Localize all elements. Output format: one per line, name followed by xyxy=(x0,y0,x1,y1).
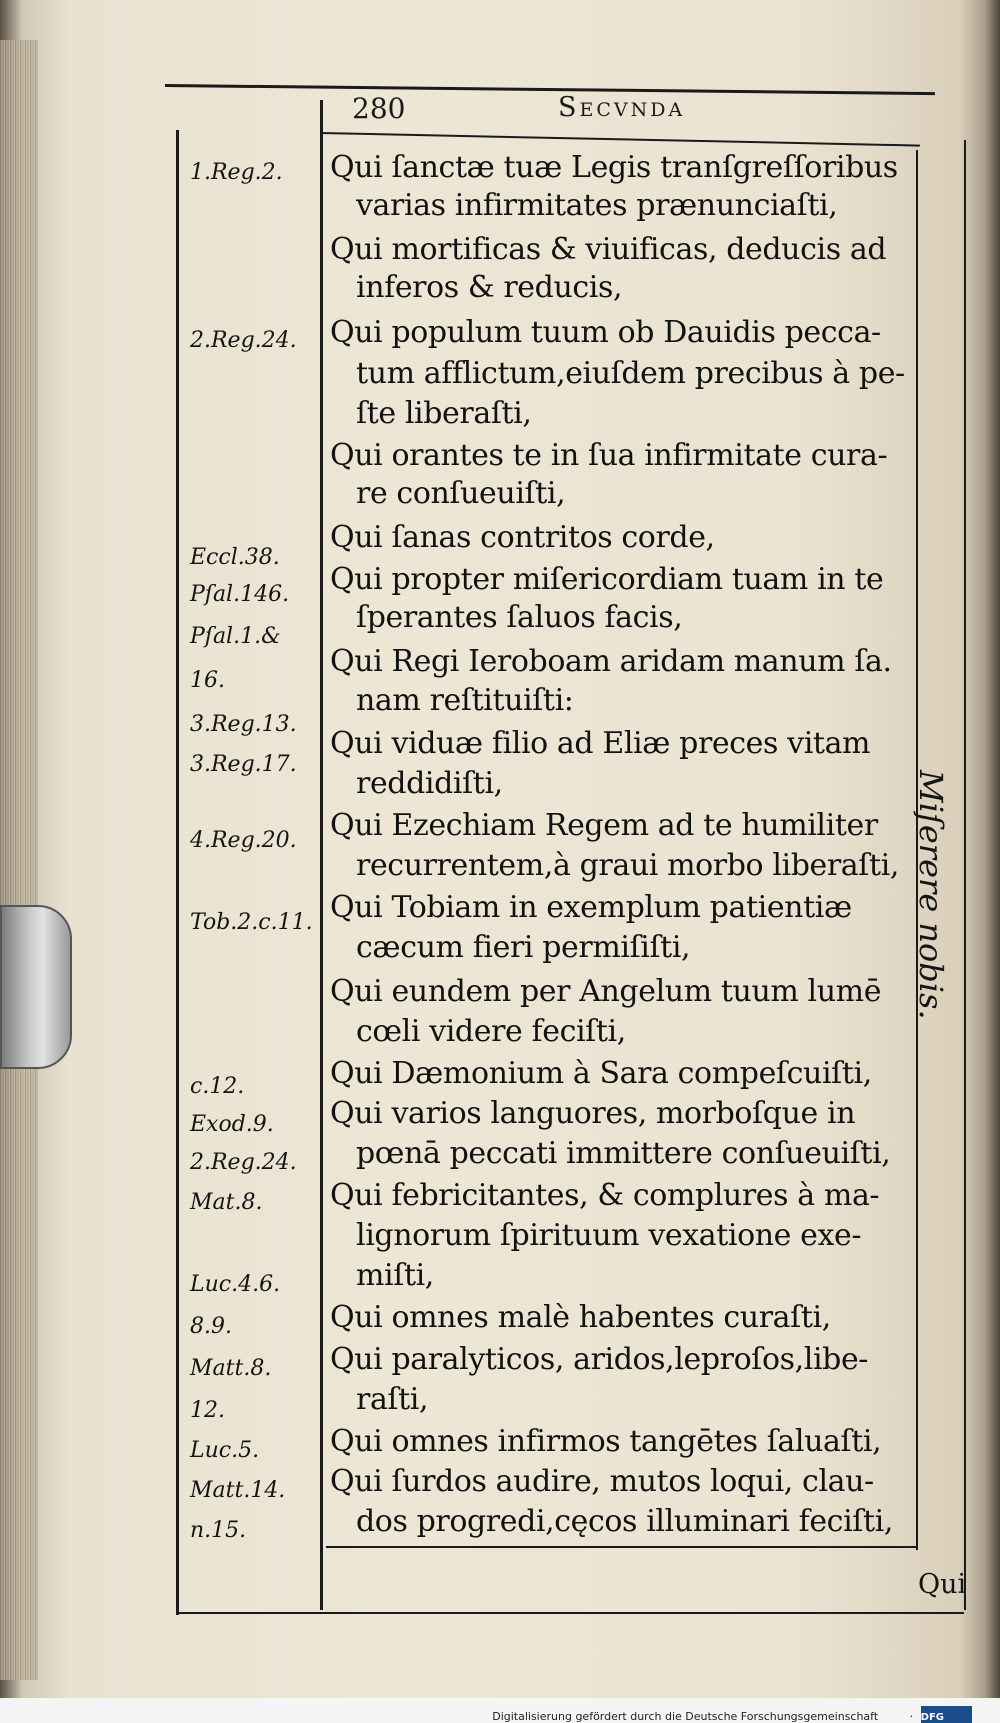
text-line: Qui Regi Ieroboam aridam manum ſa. xyxy=(330,644,892,679)
text-line: Qui Tobiam in exemplum patientiæ xyxy=(330,890,852,925)
text-line: Qui omnes infirmos tangētes ſaluaſti, xyxy=(330,1424,882,1459)
margin-ref: Mat.8. xyxy=(190,1190,263,1215)
text-line: Qui febricitantes, & complures à ma- xyxy=(330,1178,880,1213)
text-line: Qui paralyticos, aridos,leproſos,libe- xyxy=(330,1342,869,1377)
margin-ref: Matt.14. xyxy=(190,1478,286,1503)
text-line: Qui ſanctæ tuæ Legis tranſgreſſoribus xyxy=(330,150,898,185)
text-line: Qui viduæ filio ad Eliæ preces vitam xyxy=(330,726,871,761)
margin-ref: Luc.4.6. xyxy=(190,1272,281,1297)
text-line: lignorum ſpirituum vexatione exe- xyxy=(356,1218,862,1253)
margin-ref: c.12. xyxy=(190,1074,245,1099)
text-line: recurrentem,à graui morbo liberaſti, xyxy=(356,848,899,883)
margin-ref: 2.Reg.24. xyxy=(190,1150,297,1175)
margin-ref: 1.Reg.2. xyxy=(190,160,283,185)
text-line: Qui ſurdos audire, mutos loqui, clau- xyxy=(330,1464,874,1499)
margin-ref: Exod.9. xyxy=(190,1112,274,1137)
margin-ref: n.15. xyxy=(190,1518,247,1543)
text-line: nam reſtituiſti: xyxy=(356,683,574,718)
digitization-footer: Digitalisierung gefördert durch die Deutsche Forschungsgemeinschaft · DFG xyxy=(0,1698,1000,1723)
margin-ref: Matt.8. xyxy=(190,1356,272,1381)
refrain-miserere: Miſerere nobis. xyxy=(912,770,950,1020)
margin-ref: 3.Reg.17. xyxy=(190,752,297,777)
text-line: dos progredi,cęcos illuminari feciſti, xyxy=(356,1504,893,1539)
text-line: raſti, xyxy=(356,1382,429,1417)
text-line: Qui orantes te in ſua infirmitate cura- xyxy=(330,438,888,473)
text-line: cœli videre feciſti, xyxy=(356,1014,626,1049)
margin-ref: 16. xyxy=(190,668,225,693)
text-line: tum afflictum,eiuſdem precibus à pe- xyxy=(356,356,905,391)
text-line: varias infirmitates prænunciaſti, xyxy=(356,188,838,223)
text-bottom-rule xyxy=(326,1546,916,1548)
text-line: ſperantes ſaluos facis, xyxy=(356,600,683,635)
text-line: Qui varios languores, morboſque in xyxy=(330,1096,856,1131)
text-line: Qui eundem per Angelum tuum lumē xyxy=(330,974,882,1009)
margin-ref: Tob.2.c.11. xyxy=(190,910,313,935)
margin-ref: 12. xyxy=(190,1398,225,1423)
text-line: Qui propter miſericordiam tuam in te xyxy=(330,562,884,597)
text-line: reddidiſti, xyxy=(356,766,503,801)
text-line: Qui populum tuum ob Dauidis pecca- xyxy=(330,315,881,350)
text-line: cæcum fieri permiſiſti, xyxy=(356,930,691,965)
catchword: Qui xyxy=(918,1569,967,1600)
left-frame-rule xyxy=(176,130,179,1615)
text-line: Qui mortificas & viuificas, deducis ad xyxy=(330,232,887,267)
bottom-rule xyxy=(178,1612,964,1614)
page-edges xyxy=(0,40,38,1680)
text-line: inferos & reducis, xyxy=(356,270,623,305)
text-line: Qui Ezechiam Regem ad te humiliter xyxy=(330,808,878,843)
margin-ref: 3.Reg.13. xyxy=(190,712,297,737)
right-frame-rule xyxy=(964,140,966,1610)
running-head: Secvnda xyxy=(558,92,686,123)
text-line: pœnā peccati immittere conſueuiſti, xyxy=(356,1136,891,1171)
margin-ref: Pſal.1.& xyxy=(190,624,281,649)
column-rule xyxy=(320,100,323,1610)
dfg-logo-icon: DFG xyxy=(921,1706,972,1723)
margin-ref: Pſal.146. xyxy=(190,582,290,607)
margin-ref: 4.Reg.20. xyxy=(190,828,297,853)
margin-ref: 8.9. xyxy=(190,1314,232,1339)
text-line: Qui omnes malè habentes curaſti, xyxy=(330,1300,831,1335)
margin-ref: 2.Reg.24. xyxy=(190,328,297,353)
text-line: Qui ſanas contritos corde, xyxy=(330,520,715,555)
header-rule xyxy=(320,132,920,147)
margin-ref: Eccl.38. xyxy=(190,545,280,570)
margin-ref: Luc.5. xyxy=(190,1438,260,1463)
text-line: re conſueuiſti, xyxy=(356,476,566,511)
text-line: ſte liberaſti, xyxy=(356,396,532,431)
footer-credit: Digitalisierung gefördert durch die Deutsche Forschungsgemeinschaft xyxy=(492,1710,879,1723)
text-line: Qui Dæmonium à Sara compeſcuiſti, xyxy=(330,1056,872,1091)
text-line: miſti, xyxy=(356,1258,434,1293)
page-number: 280 xyxy=(352,92,406,125)
page-clip xyxy=(0,905,72,1069)
page-header xyxy=(330,92,930,132)
